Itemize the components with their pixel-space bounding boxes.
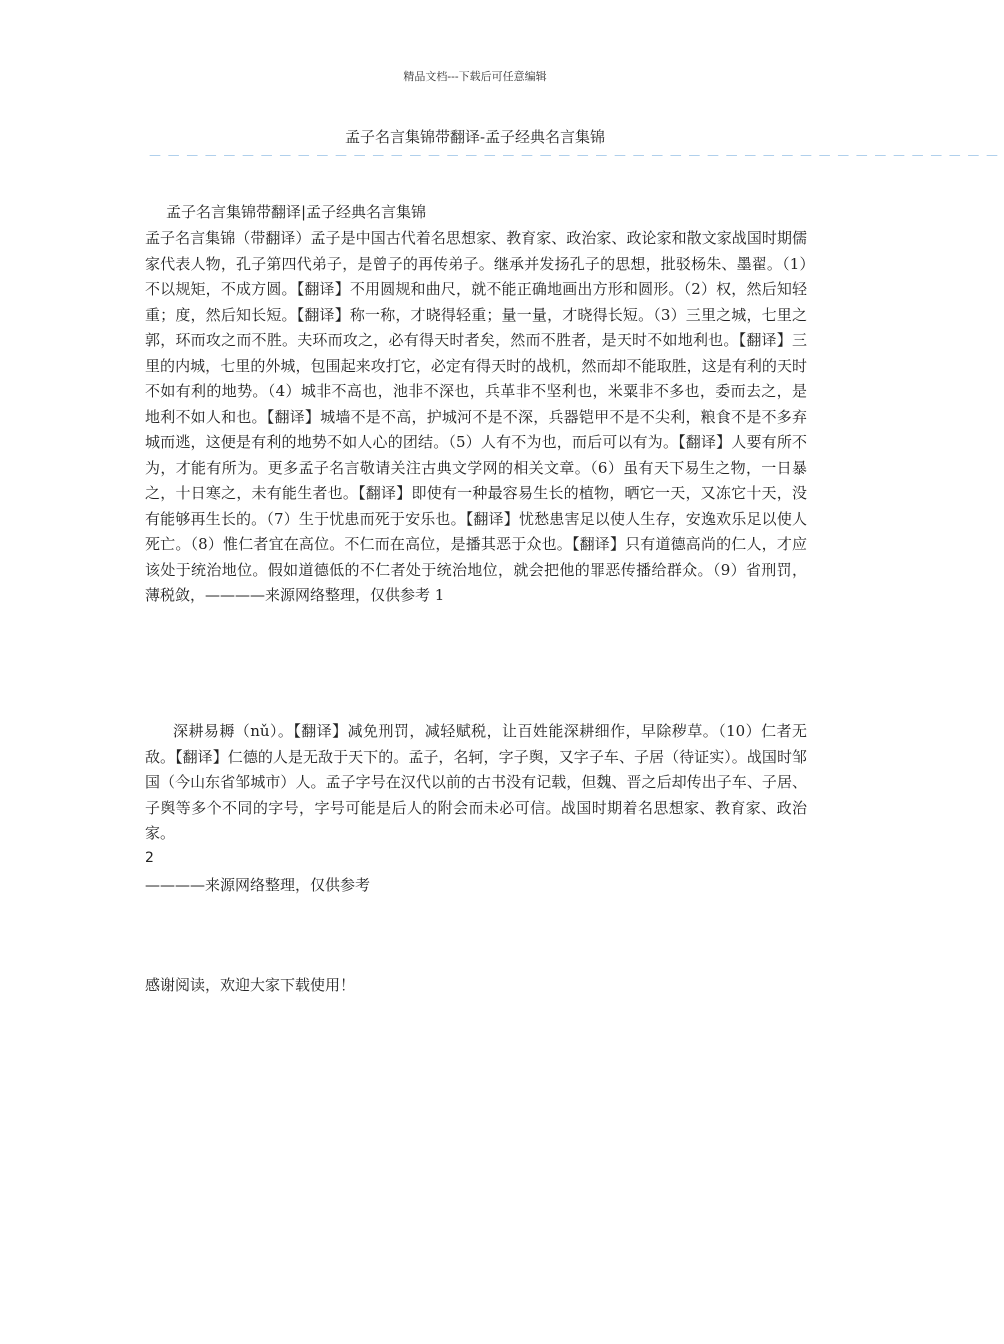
title-divider: －－－－－－－－－－－－－－－－－－－－－－－－－－－－－－－－－－－－－－－－－－－－－－ [148,149,1004,165]
document-subtitle: 孟子名言集锦带翻译|孟子经典名言集锦 [166,203,427,221]
page-number: 2 [145,850,154,866]
closing-thanks: 感谢阅读，欢迎大家下载使用！ [145,976,356,994]
body-paragraph-2: 深耕易耨（nǔ）。【翻译】减免刑罚，减轻赋税，让百姓能深耕细作，早除秽草。（10）仁者无敌。【翻译】仁德的人是无敌于天下的。孟子，名轲，字子舆，又字子车、子居（待证实）。战国时邹国（今山东省邹城市）人。孟子字号在汉代以前的古书没有记载，但魏、晋之后却传出子车、子居、子舆等多个不同的字号，字号可能是后人的附会而未必可信。战国时期着名思想家、教育家、政治家。 [145,722,807,842]
source-note: ————来源网络整理，仅供参考 [145,876,371,894]
body-paragraph-1: 孟子名言集锦（带翻译）孟子是中国古代着名思想家、教育家、政治家、政论家和散文家战国时期儒家代表人物，孔子第四代弟子，是曾子的再传弟子。继承并发扬孔子的思想，批驳杨朱、墨翟。（1）不以规矩，不成方圆。【翻译】不用圆规和曲尺，就不能正确地画出方形和圆形。（2）权，然后知轻重；度，然后知长短。【翻译】称一称，才晓得轻重；量一量，才晓得长短。（3）三里之城，七里之郭，环而攻之而不胜。夫环而攻之，必有得天时者矣，然而不胜者，是天时不如地利也。【翻译】三里的内城，七里的外城，包围起来攻打它，必定有得天时的战机，然而却不能取胜，这是有利的天时不如有利的地势。（4）城非不高也，池非不深也，兵革非不坚利也，米粟非不多也，委而去之，是地利不如人和也。【翻译】城墙不是不高，护城河不是不深，兵器铠甲不是不尖利，粮食不是不多弃城而逃，这便是有利的地势不如人心的团结。（5）人有不为也，而后可以有为。【翻译】人要有所不为，才能有所为。更多孟子名言敬请关注古典文学网的相关文章。（6）虽有天下易生之物，一日暴之，十日寒之，未有能生者也。【翻译】即使有一种最容易生长的植物，晒它一天，又冻它十天，没有能够再生长的。（7）生于忧患而死于安乐也。【翻译】忧愁患害足以使人生存，安逸欢乐足以使人死亡。（8）惟仁者宜在高位。不仁而在高位，是播其恶于众也。【翻译】只有道德高尚的仁人，才应该处于统治地位。假如道德低的不仁者处于统治地位，就会把他的罪恶传播给群众。（9）省刑罚，薄税敛，————来源网络整理，仅供参考 1 [145,229,807,604]
document-title: 孟子名言集锦带翻译-孟子经典名言集锦 [344,128,606,146]
page-header-note: 精品文档---下载后可任意编辑 [403,70,547,83]
